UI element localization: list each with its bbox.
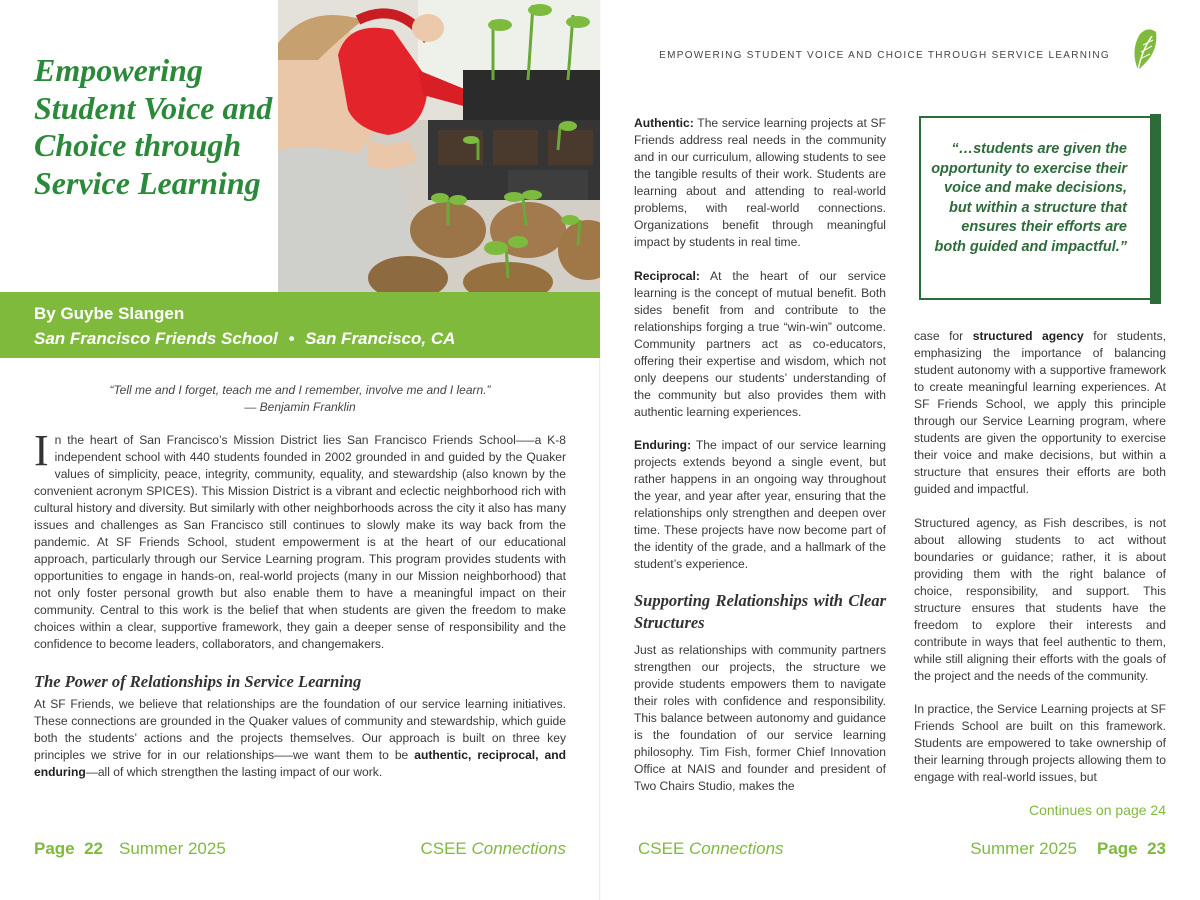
pub-italic-right: Connections — [689, 839, 784, 858]
epigraph — [34, 382, 566, 416]
author-name: By Guybe Slangen — [34, 304, 185, 323]
reciprocal-label: Reciprocal: — [634, 268, 700, 283]
article-title: Empowering Student Voice and Choice through Service Learning — [34, 52, 273, 201]
relationships-text: At SF Friends, we believe that relationships are the foundation of our service learning initiatives. These connections are grounded in the Quaker values of community and stewardship, which guide both the students’ actions and the projects themselves. Our approach is built on three key principles we strive for in our relationships—–we want them to be — [34, 697, 566, 762]
page-info-right — [970, 839, 1166, 859]
authentic-paragraph — [634, 115, 886, 251]
page-word-right: Page — [1096, 839, 1138, 858]
structures-paragraph: Just as relationships with community partners strengthen our projects, the structure we provide students empowers them to navigate their roles with confidence and responsibility. This balance between autonomy and guidance is the foundation of our service learning philosophy. Tim Fish, former Chief Innovation Office at NAIS and founder and president of Two Chairs Studio, makes the — [634, 642, 886, 793]
footer-right — [638, 839, 1166, 863]
season-left: Summer 2025 — [119, 839, 226, 858]
relationships-end: —all of which strengthen the lasting impact of our work. — [85, 765, 383, 779]
child-watering-plants-illustration — [278, 0, 600, 292]
pull-quote-box — [919, 116, 1161, 300]
epigraph-attribution: — Benjamin Franklin — [244, 400, 356, 414]
enduring-text: The impact of our service learning projects extends beyond a single event, but rather happens in an ongoing way throughout the year, and year after year, ensuring that the relationships only strengthen and deepen over time. These projects have now become part of the identity of the grade, and a hallmark of the student’s experience. — [634, 438, 886, 571]
col2-p1-start: case for — [914, 329, 973, 343]
page-label-left — [34, 839, 103, 858]
publication-right — [638, 839, 784, 859]
season-right: Summer 2025 — [970, 839, 1077, 858]
authentic-text: The service learning projects at SF Friends address real needs in the community and in our curriculum, allowing students to see the tangible results of their work. Students are learning about and attending to real-world problems, with real-world connections. Organizations benefit through meaningful impact by students in real time. — [634, 116, 886, 249]
continues-link[interactable]: Continues on page 24 — [1029, 802, 1166, 818]
school-name: San Francisco Friends School — [34, 329, 278, 348]
separator-dot: • — [288, 329, 295, 348]
pub-italic-left: Connections — [471, 839, 566, 858]
subhead-structures: Supporting Relationships with Clear Structures — [634, 590, 886, 632]
hero-photo — [278, 0, 600, 292]
pull-quote-text: “…students are given the opportunity to exercise their voice and make decisions, but within a structure that ensures their efforts are both guided and impactful.” — [931, 141, 1127, 255]
page-number-left: 22 — [84, 839, 104, 858]
reciprocal-text: At the heart of our service learning is the concept of mutual benefit. Both sides benefit from and contribute to the relationships forging a true “win-win” outcome. Community partners act as co-educators, offering their expertise and wisdom, which not only deepens our students’ understanding of the community but also provides them with authentic learning experiences. — [634, 268, 886, 419]
running-head: EMPOWERING STUDENT VOICE AND CHOICE THROUGH SERVICE LEARNING — [659, 50, 1110, 61]
school-location — [34, 326, 600, 352]
pub-prefix-left: CSEE — [420, 839, 467, 858]
intro-paragraph — [34, 426, 566, 653]
pub-prefix-right: CSEE — [638, 839, 685, 858]
subhead-relationships: The Power of Relationships in Service Learning — [34, 672, 362, 691]
drop-cap: I — [34, 426, 49, 475]
enduring-paragraph — [634, 437, 886, 573]
reciprocal-paragraph — [634, 268, 886, 421]
col2-p1-end: for students, emphasizing the importance of balancing student autonomy with a supportive framework to create meaningful learning experiences. At SF Friends School, we apply this principle through our Service Learning program, where students are given the opportunity to exercise their voice and make decisions, but within a structure that ensures their efforts are both guided and impactful. — [914, 329, 1166, 496]
footer-left — [34, 839, 566, 863]
pull-quote-bar — [1150, 114, 1161, 304]
practice-paragraph: In practice, the Service Learning projects at SF Friends School are built on this framework. Students are empowered to take ownership of their learning through projects allowing them to engage with real-world issues, but — [914, 702, 1166, 784]
relationships-bold: authentic, reciprocal, and enduring — [34, 748, 566, 779]
page-label-right — [1097, 839, 1166, 858]
leaf-icon — [1128, 28, 1160, 72]
relationships-paragraph — [34, 696, 566, 781]
enduring-label: Enduring: — [634, 438, 692, 452]
fish-paragraph: Structured agency, as Fish describes, is not about allowing students to act without boundaries or guidance; rather, it is about providing them with the right balance of choice, responsibility, and support. This structure ensures that students have the freedom to explore their interests and contribute in ways that feel authentic to them, while still aligning their efforts with the goals of the project and the needs of the community. — [914, 515, 1166, 683]
byline-band — [0, 292, 600, 358]
page-number-right: 23 — [1147, 839, 1166, 858]
location: San Francisco, CA — [305, 329, 456, 348]
authentic-label: Authentic: — [634, 116, 694, 130]
column-left — [634, 115, 886, 811]
epigraph-quote: “Tell me and I forget, teach me and I remember, involve me and I learn.” — [109, 383, 491, 397]
publication-left — [420, 839, 566, 859]
column-right — [914, 328, 1166, 803]
col2-p1-bold: structured agency — [972, 329, 1084, 343]
structured-agency-paragraph — [914, 328, 1166, 498]
intro-text: n the heart of San Francisco’s Mission District lies San Francisco Friends School—–a K-8 independent school with 440 students founded in 2002 grounded in and guided by the Quaker values of simplicity, peace, integrity, community, equality, and stewardship (also known by the convenient acronym SPICES). This Mission District is a vibrant and eclectic neighborhood rich with cultural history and diversity. But similarly with other neighborhoods across the city it also has many issues and challenges as San Francisco still continues to slowly make its way back from the pandemic. At SF Friends School, student empowerment is at the heart of our educational approach, particularly through our Service Learning program. This program provides students with opportunities to engage in hands-on, real-world projects (many in our Mission neighborhood) that not only foster personal growth but also enable them to have a meaningful impact on their community. Central to this work is the belief that when students are given the freedom to make choices within a clear, supportive framework, they gain a deeper sense of responsibility and the confidence to become leaders, collaborators, and changemakers. — [34, 433, 566, 651]
page-word-left: Page — [34, 839, 75, 858]
